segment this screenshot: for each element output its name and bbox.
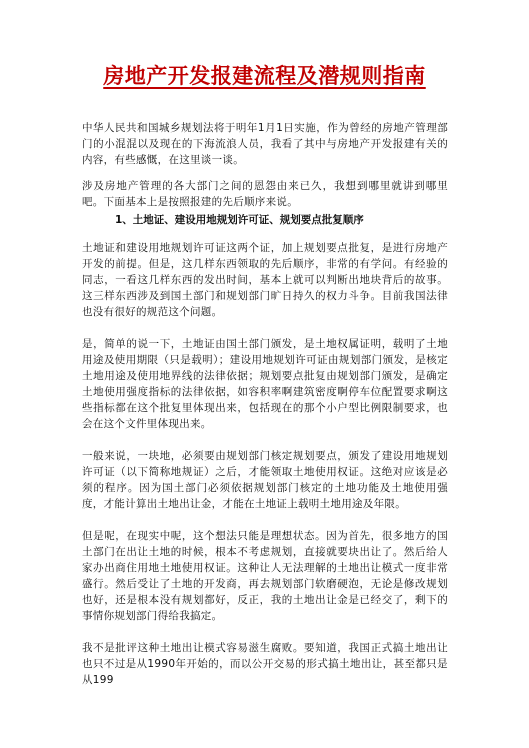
document-title: 房地产开发报建流程及潜规则指南 (103, 64, 426, 88)
paragraph-sequence: 一般来说，一块地，必须要由规划部门核定规划要点，颁发了建设用地规划许可证（以下简称地规证）之后，才能领取土地使用权证。这绝对应该是必须的程序。因为国土部门必须依据规划部门核定的土地功能及土地使用强度，才能计算出土地出让金，才能在土地证上载明土地用途及年限。 (82, 450, 448, 510)
paragraph-order-note: 涉及房地产管理的各大部门之间的恩怨由来已久，我想到哪里就讲到哪里吧。下面基本上是按照报建的先后顺序来说。 (82, 180, 448, 208)
title-container (0, 60, 529, 90)
section-heading: 1、土地证、建设用地规划许可证、规划要点批复顺序 (115, 214, 364, 226)
paragraph-permits: 土地证和建设用地规划许可证这两个证，加上规划要点批复，是进行房地产开发的前提。但是，这几样东西领取的先后顺序，非常的有学问。有经验的同志，一看这几样东西的发出时间，基本上就可以判断出地块背后的故事。这三样东西涉及到国土部门和规划部门旷日持久的权力斗争。目前我国法律也没有很好的规范这个问题。 (82, 242, 448, 318)
paragraph-definitions: 是，简单的说一下，土地证由国土部门颁发，是土地权属证明，载明了土地用途及使用期限（只是载明）；建设用地规划许可证由规划部门颁发，是核定土地用途及使用地界线的法律依据；规划要点批复由规划部门颁发，是确定土地使用强度指标的法律依据，如容积率啊建筑密度啊停车位配置要求啊这些指标都在这个批复里体现出来，包括现在的那个小户型比例限制要求，也会在这个文件里体现出来。 (82, 338, 448, 430)
paragraph-criticism: 我不是批评这种土地出让模式容易滋生腐败。要知道，我国正式搞土地出让也只不过是从1990年开始的，而以公开交易的形式搞土地出让，甚至都只是从199 (82, 642, 448, 686)
paragraph-reality: 但是呢，在现实中呢，这个想法只能是理想状态。因为首先，很多地方的国土部门在出让土地的时候，根本不考虑规划，直接就要块出让了。然后给人家办出商住用地土地使用权证。这种让人无法理解的土地出让模式一度非常盛行。然后受让了土地的开发商，再去规划部门软磨硬泡，无论是修改规划也好，还是根本没有规划都好，反正，我的土地出让金是已经交了，剩下的事情你规划部门得给我搞定。 (82, 530, 448, 622)
paragraph-intro: 中华人民共和国城乡规划法将于明年1月1日实施，作为曾经的房地产管理部门的小混混以及现在的下海流浪人员，我看了其中与房地产开发报建有关的内容，有些感慨，在这里谈一谈。 (82, 122, 448, 166)
